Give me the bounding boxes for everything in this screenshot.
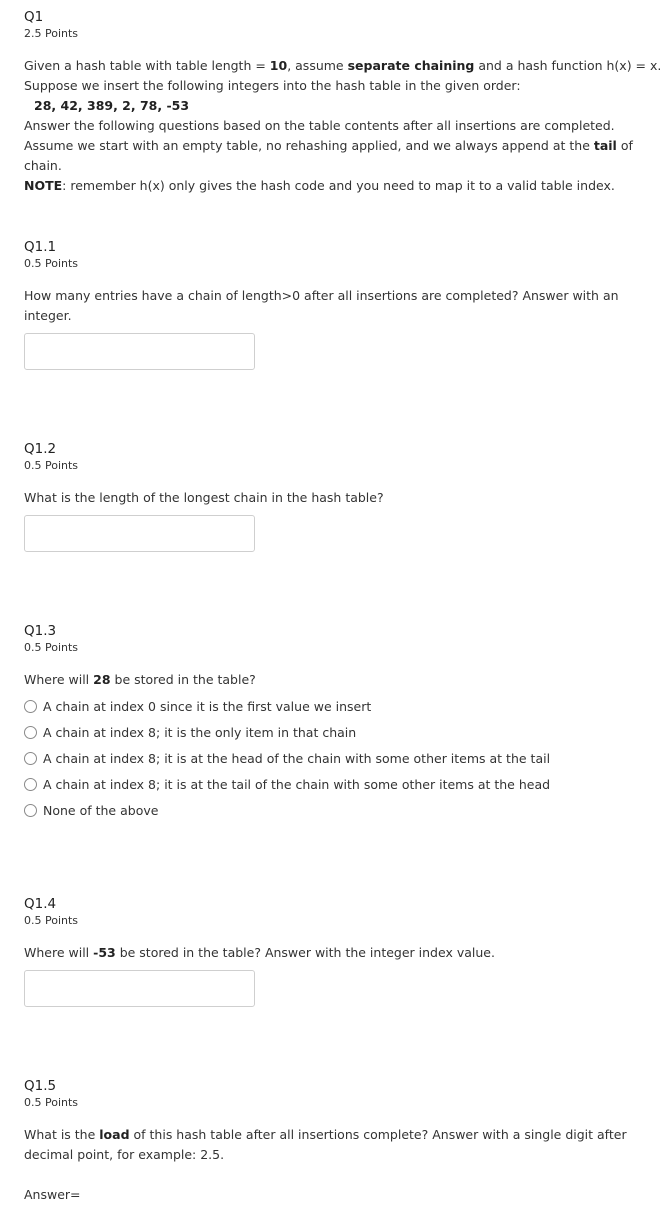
question-text-line: integer. (24, 308, 72, 323)
answer-label: Answer= (24, 1187, 81, 1202)
radio-option-label: None of the above (43, 802, 159, 818)
question-text-line: chain. (24, 158, 62, 173)
question-text-line: Answer the following questions based on the table contents after all insertions are completed. (24, 118, 615, 133)
question-title: Q1.3 (24, 623, 57, 639)
question-title: Q1 (24, 9, 44, 25)
question-points: 0.5 Points (24, 459, 79, 472)
radio-option[interactable] (24, 774, 550, 794)
question-text-line: Assume we start with an empty table, no rehashing applied, and we always append at the tail of (24, 138, 633, 153)
radio-option[interactable] (24, 800, 158, 820)
question-points: 2.5 Points (24, 27, 79, 40)
answer-input-q1-4[interactable] (24, 970, 255, 1007)
question-text-line: Given a hash table with table length = 10, assume separate chaining and a hash function h(x) = x. (24, 58, 661, 73)
radio-button[interactable] (24, 752, 37, 765)
insert-sequence: 28, 42, 389, 2, 78, -53 (34, 98, 190, 113)
question-text-line: Where will 28 be stored in the table? (24, 672, 256, 687)
question-title: Q1.2 (24, 441, 57, 457)
radio-button[interactable] (24, 778, 37, 791)
question-points: 0.5 Points (24, 257, 79, 270)
question-text-line: decimal point, for example: 2.5. (24, 1147, 225, 1162)
radio-button[interactable] (24, 726, 37, 739)
radio-option[interactable] (24, 696, 371, 716)
radio-option[interactable] (24, 722, 356, 742)
question-text-line: How many entries have a chain of length>0 after all insertions are completed? Answer with an (24, 288, 619, 303)
question-text-line: Suppose we insert the following integers into the hash table in the given order: (24, 78, 521, 93)
radio-button[interactable] (24, 804, 37, 817)
question-text-line: What is the length of the longest chain in the hash table? (24, 490, 384, 505)
note-text: NOTE: remember h(x) only gives the hash code and you need to map it to a valid table index. (24, 178, 615, 193)
radio-option-label: A chain at index 8; it is the only item in that chain (43, 724, 357, 740)
radio-option-label: A chain at index 0 since it is the first value we insert (43, 698, 372, 714)
answer-input-q1-1[interactable] (24, 333, 255, 370)
question-points: 0.5 Points (24, 641, 79, 654)
question-title: Q1.1 (24, 239, 57, 255)
question-title: Q1.4 (24, 896, 57, 912)
question-points: 0.5 Points (24, 914, 79, 927)
question-title: Q1.5 (24, 1078, 57, 1094)
radio-option-label: A chain at index 8; it is at the head of the chain with some other items at the tail (43, 750, 551, 766)
question-text-line: What is the load of this hash table after all insertions complete? Answer with a single digit after (24, 1127, 627, 1142)
radio-button[interactable] (24, 700, 37, 713)
radio-option-label: A chain at index 8; it is at the tail of the chain with some other items at the head (43, 776, 551, 792)
radio-option[interactable] (24, 748, 550, 768)
question-points: 0.5 Points (24, 1096, 79, 1109)
answer-input-q1-2[interactable] (24, 515, 255, 552)
question-text-line: Where will -53 be stored in the table? Answer with the integer index value. (24, 945, 495, 960)
